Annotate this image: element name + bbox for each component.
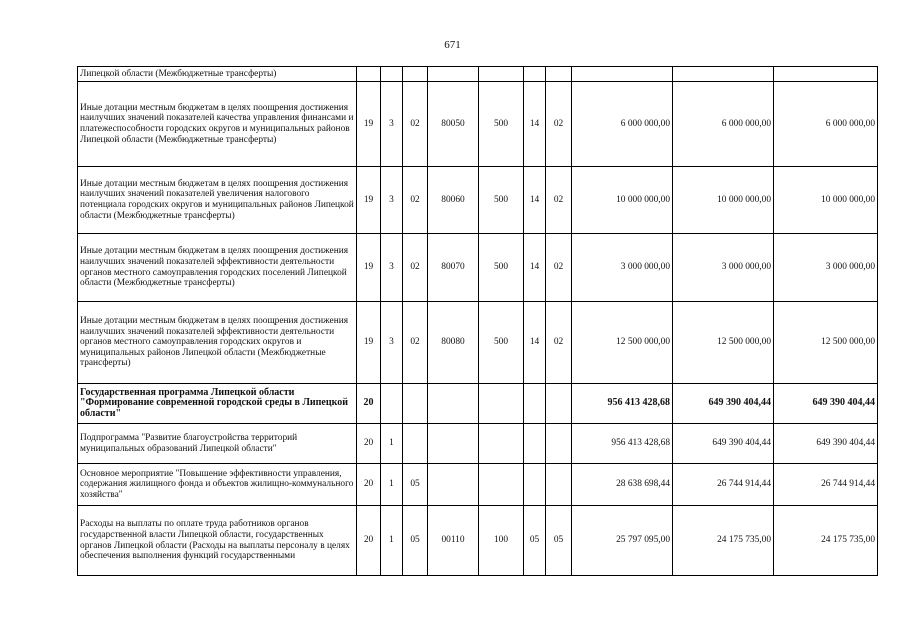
subprogram-code <box>381 384 403 424</box>
row-name: Подпрограмма "Развитие благоустройства территорий муниципальных образований Липецкой области" <box>78 424 357 464</box>
amount-year3: 3 000 000,00 <box>774 234 878 302</box>
program-code: 19 <box>357 302 381 384</box>
amount-year2 <box>673 67 774 82</box>
row-name: Липецкой области (Межбюджетные трансферты) <box>78 67 357 82</box>
amount-year2: 12 500 000,00 <box>673 302 774 384</box>
activity-code <box>403 424 428 464</box>
section-code <box>524 464 546 506</box>
subprogram-code: 3 <box>381 302 403 384</box>
row-name: Иные дотации местным бюджетам в целях поощрения достижения наилучших значений показателей эффективности деятельности органов местного самоуправления городских поселений Липецкой области (Межбюджетные трансферты) <box>78 234 357 302</box>
expense-type-code: 500 <box>479 302 524 384</box>
amount-year3: 10 000 000,00 <box>774 167 878 234</box>
table-row <box>78 506 878 576</box>
amount-year1: 10 000 000,00 <box>572 167 673 234</box>
activity-code: 02 <box>403 167 428 234</box>
subsection-code <box>546 464 572 506</box>
section-code <box>524 67 546 82</box>
subprogram-code: 3 <box>381 82 403 167</box>
amount-year2: 649 390 404,44 <box>673 384 774 424</box>
amount-year1: 956 413 428,68 <box>572 424 673 464</box>
activity-code: 05 <box>403 506 428 576</box>
subsection-code <box>546 424 572 464</box>
direction-code <box>428 384 479 424</box>
amount-year1: 956 413 428,68 <box>572 384 673 424</box>
amount-year3: 12 500 000,00 <box>774 302 878 384</box>
amount-year2: 26 744 914,44 <box>673 464 774 506</box>
amount-year1: 6 000 000,00 <box>572 82 673 167</box>
subsection-code: 02 <box>546 234 572 302</box>
amount-year3 <box>774 67 878 82</box>
subprogram-code <box>381 67 403 82</box>
amount-year1: 28 638 698,44 <box>572 464 673 506</box>
expense-type-code <box>479 384 524 424</box>
row-name: Государственная программа Липецкой области "Формирование современной городской среды в Липецкой области" <box>78 384 357 424</box>
direction-code: 80080 <box>428 302 479 384</box>
section-code: 14 <box>524 234 546 302</box>
amount-year1: 12 500 000,00 <box>572 302 673 384</box>
activity-code <box>403 67 428 82</box>
subprogram-code: 1 <box>381 506 403 576</box>
page-number: 671 <box>444 39 461 51</box>
table-row <box>78 384 878 424</box>
section-code <box>524 384 546 424</box>
table-row <box>78 234 878 302</box>
section-code <box>524 424 546 464</box>
direction-code: 80060 <box>428 167 479 234</box>
activity-code <box>403 384 428 424</box>
expense-type-code <box>479 424 524 464</box>
expense-type-code: 500 <box>479 82 524 167</box>
table-row <box>78 167 878 234</box>
row-name: Иные дотации местным бюджетам в целях поощрения достижения наилучших значений показателей качества управления финансами и платежеспособности городских округов и муниципальных районов Липецкой области (Межбюджетные трансферты) <box>78 82 357 167</box>
subsection-code <box>546 67 572 82</box>
subprogram-code: 3 <box>381 167 403 234</box>
expense-type-code: 100 <box>479 506 524 576</box>
section-code: 14 <box>524 82 546 167</box>
amount-year2: 24 175 735,00 <box>673 506 774 576</box>
direction-code: 00110 <box>428 506 479 576</box>
program-code: 20 <box>357 506 381 576</box>
row-name: Иные дотации местным бюджетам в целях поощрения достижения наилучших значений показателей эффективности деятельности органов местного самоуправления городских округов и муниципальных районов Липецкой области (Межбюджетные трансферты) <box>78 302 357 384</box>
amount-year3: 649 390 404,44 <box>774 384 878 424</box>
subsection-code: 02 <box>546 82 572 167</box>
program-code: 19 <box>357 234 381 302</box>
row-name: Основное мероприятие "Повышение эффективности управления, содержания жилищного фонда и объектов жилищно-коммунального хозяйства" <box>78 464 357 506</box>
expense-type-code <box>479 464 524 506</box>
amount-year3: 649 390 404,44 <box>774 424 878 464</box>
program-code <box>357 67 381 82</box>
budget-table <box>77 66 878 576</box>
expense-type-code: 500 <box>479 167 524 234</box>
subsection-code <box>546 384 572 424</box>
direction-code: 80070 <box>428 234 479 302</box>
table-row <box>78 82 878 167</box>
direction-code <box>428 67 479 82</box>
table-row <box>78 424 878 464</box>
program-code: 20 <box>357 384 381 424</box>
direction-code: 80050 <box>428 82 479 167</box>
direction-code <box>428 424 479 464</box>
amount-year2: 6 000 000,00 <box>673 82 774 167</box>
program-code: 19 <box>357 167 381 234</box>
amount-year2: 649 390 404,44 <box>673 424 774 464</box>
activity-code: 02 <box>403 234 428 302</box>
program-code: 20 <box>357 464 381 506</box>
amount-year1 <box>572 67 673 82</box>
subprogram-code: 1 <box>381 464 403 506</box>
expense-type-code <box>479 67 524 82</box>
table-row <box>78 67 878 82</box>
expense-type-code: 500 <box>479 234 524 302</box>
subsection-code: 02 <box>546 302 572 384</box>
table-row <box>78 464 878 506</box>
row-name: Расходы на выплаты по оплате труда работников органов государственной власти Липецкой области, государственных органов Липецкой области (Расходы на выплаты персоналу в целях обеспечения выполнения функций государственными <box>78 506 357 576</box>
activity-code: 05 <box>403 464 428 506</box>
subprogram-code: 3 <box>381 234 403 302</box>
direction-code <box>428 464 479 506</box>
activity-code: 02 <box>403 302 428 384</box>
program-code: 19 <box>357 82 381 167</box>
amount-year3: 26 744 914,44 <box>774 464 878 506</box>
section-code: 14 <box>524 167 546 234</box>
amount-year1: 25 797 095,00 <box>572 506 673 576</box>
program-code: 20 <box>357 424 381 464</box>
section-code: 05 <box>524 506 546 576</box>
amount-year2: 3 000 000,00 <box>673 234 774 302</box>
activity-code: 02 <box>403 82 428 167</box>
amount-year1: 3 000 000,00 <box>572 234 673 302</box>
subprogram-code: 1 <box>381 424 403 464</box>
amount-year2: 10 000 000,00 <box>673 167 774 234</box>
table-row <box>78 302 878 384</box>
amount-year3: 6 000 000,00 <box>774 82 878 167</box>
subsection-code: 05 <box>546 506 572 576</box>
amount-year3: 24 175 735,00 <box>774 506 878 576</box>
row-name: Иные дотации местным бюджетам в целях поощрения достижения наилучших значений показателей увеличения налогового потенциала городских округов и муниципальных районов Липецкой области (Межбюджетные трансферты) <box>78 167 357 234</box>
subsection-code: 02 <box>546 167 572 234</box>
section-code: 14 <box>524 302 546 384</box>
